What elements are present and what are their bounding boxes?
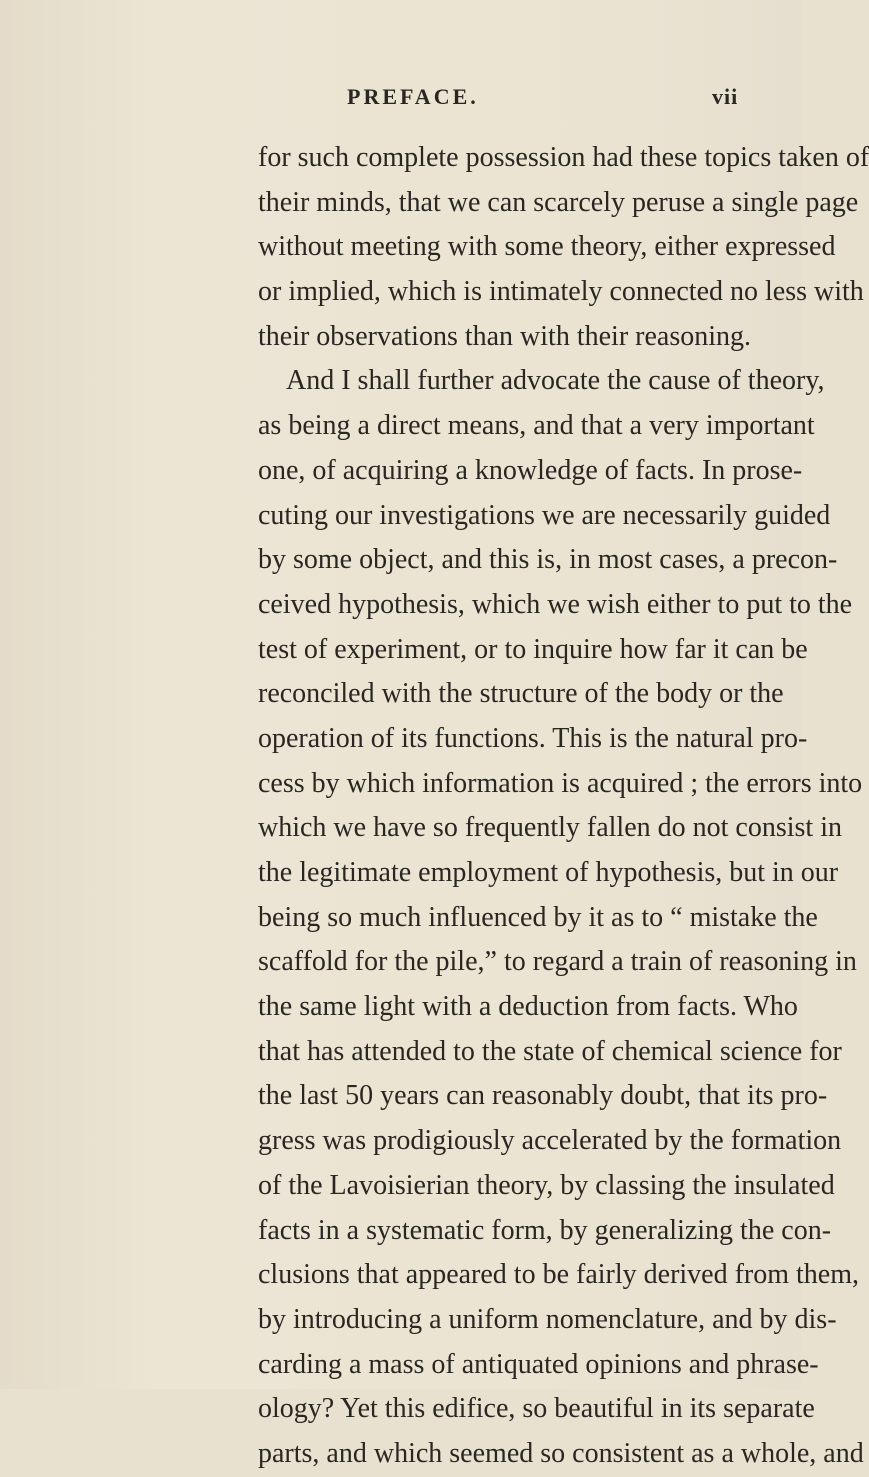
text-line: parts, and which seemed so consistent as a whole, and — [258, 1437, 864, 1469]
text-line: the legitimate employment of hypothesis, but in our — [258, 857, 839, 888]
text-line: cuting our investigations we are necessarily guided — [258, 499, 831, 531]
text-line: or implied, which is intimately connected no less with — [258, 276, 864, 308]
text-lines — [0, 136, 869, 1477]
text-line: cess by which information is acquired ; the errors into — [258, 767, 863, 799]
running-title: PREFACE. — [347, 84, 479, 109]
text-line: the same light with a deduction from facts. Who — [258, 991, 798, 1023]
text-line: operation of its functions. This is the natural pro- — [258, 722, 808, 754]
text-line: their minds, that we can scarcely peruse a single page — [258, 186, 859, 218]
text-line: test of experiment, or to inquire how far it can be — [258, 633, 808, 665]
text-line: being so much influenced by it as to “ mistake the — [258, 901, 818, 933]
text-line: as being a direct means, and that a very important — [258, 410, 815, 442]
text-line: carding a mass of antiquated opinions and phrase- — [258, 1348, 819, 1380]
text-line: their observations than with their reasoning. — [258, 320, 751, 352]
running-head — [0, 84, 801, 124]
text-line: ology? Yet this edifice, so beautiful in its separate — [258, 1393, 815, 1425]
text-line: by introducing a uniform nomenclature, and by dis- — [258, 1303, 837, 1335]
text-line: by some object, and this is, in most cases, a precon- — [258, 544, 838, 576]
text-line: And I shall further advocate the cause of theory, — [286, 365, 825, 397]
text-line: one, of acquiring a knowledge of facts. In prose- — [258, 454, 803, 486]
text-line: of the Lavoisierian theory, by classing the insulated — [258, 1169, 835, 1201]
text-line: for such complete possession had these topics taken of — [258, 142, 869, 173]
text-line: without meeting with some theory, either expressed — [258, 231, 836, 263]
text-line: that has attended to the state of chemical science for — [258, 1035, 842, 1067]
text-line: the last 50 years can reasonably doubt, that its pro- — [258, 1080, 828, 1112]
body-text — [0, 136, 869, 1477]
text-line: gress was prodigiously accelerated by the formation — [258, 1125, 842, 1157]
page-number: vii — [712, 84, 739, 109]
text-line: clusions that appeared to be fairly derived from them, — [258, 1259, 860, 1291]
text-line: which we have so frequently fallen do not consist in — [258, 812, 842, 844]
text-line: reconciled with the structure of the body or the — [258, 678, 784, 710]
text-line: ceived hypothesis, which we wish either to put to the — [258, 588, 853, 620]
text-line: facts in a systematic form, by generalizing the con- — [258, 1214, 832, 1246]
text-line: scaffold for the pile,” to regard a train of reasoning in — [258, 946, 857, 978]
